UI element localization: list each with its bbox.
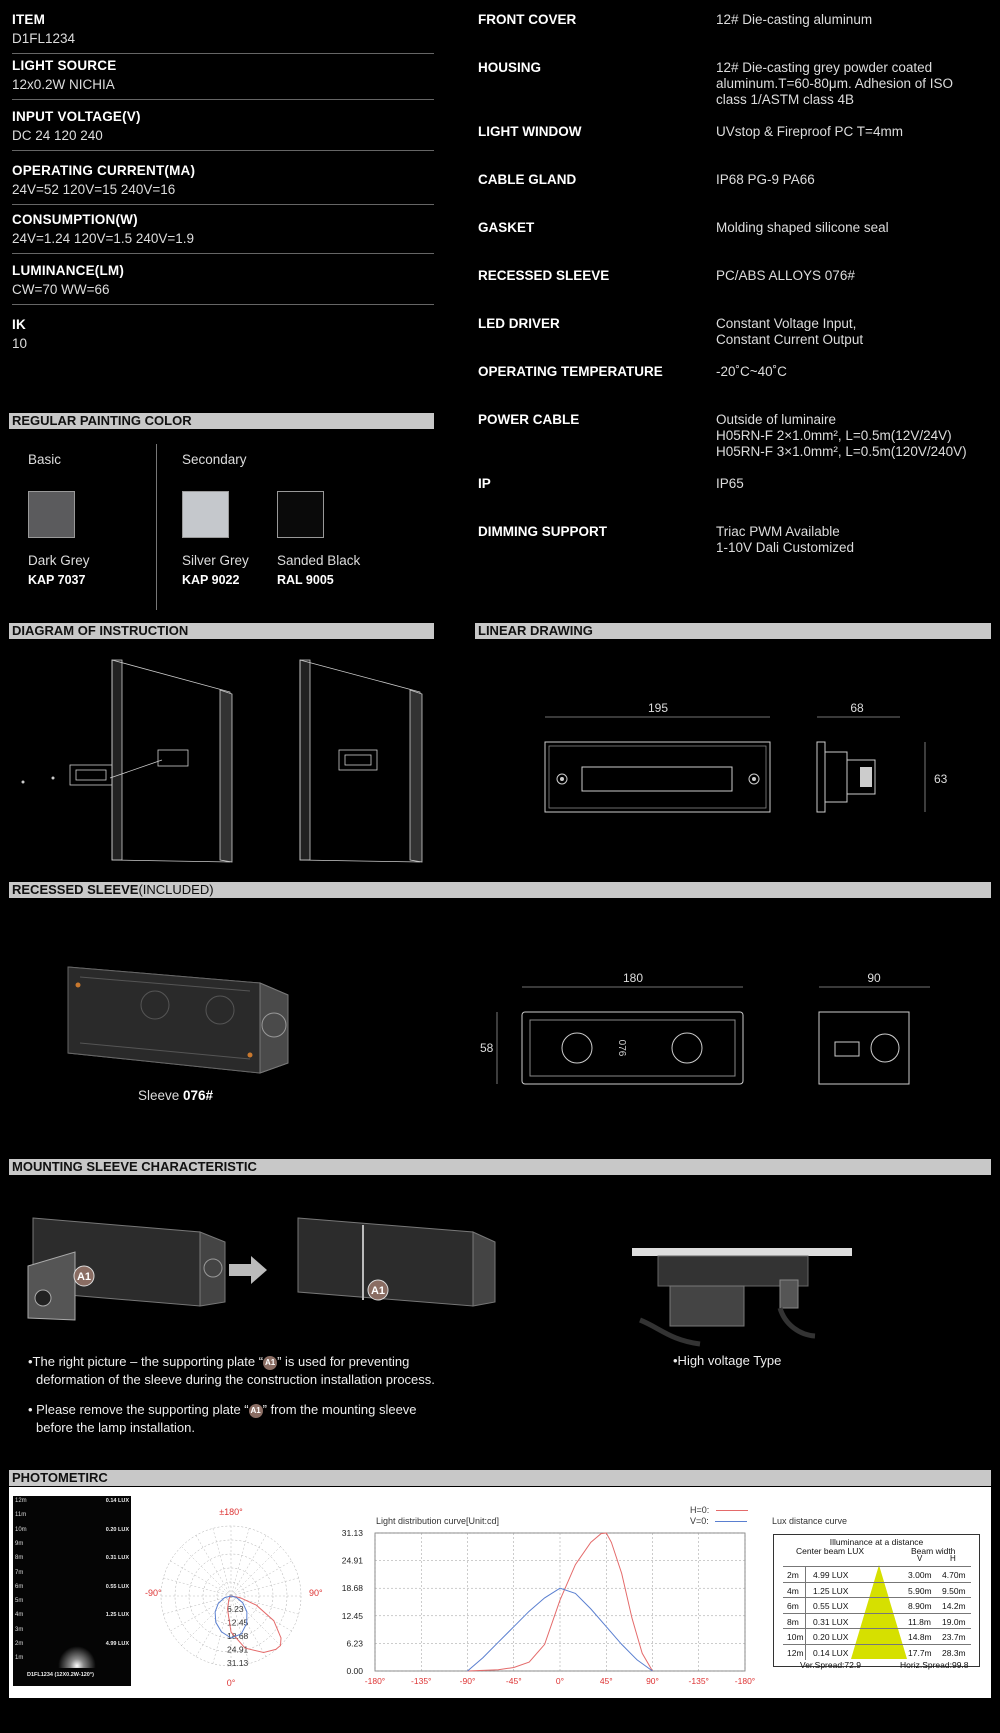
photometric-header: PHOTOMETIRC <box>9 1470 991 1486</box>
color-code-silver-grey: KAP 9022 <box>182 573 240 587</box>
isolux-lux-labels <box>83 1498 129 1668</box>
spec-label: IP <box>478 476 491 491</box>
isolux-distance-label: 1m <box>15 1655 24 1662</box>
sleeve-caption <box>138 1088 213 1103</box>
polar-bottom-label: 0° <box>226 1678 236 1688</box>
lux-cell-h: 28.3m <box>942 1647 966 1658</box>
isolux-lux-label: 4.99 LUX <box>105 1641 129 1647</box>
lux-cell-v: 5.90m <box>908 1585 932 1596</box>
spec-value: D1FL1234 <box>12 31 76 46</box>
y-tick-label: 24.91 <box>341 1555 363 1566</box>
badge-a1-note2: A1 <box>249 1404 263 1418</box>
spec-value: IP68 PG-9 PA66 <box>716 172 815 187</box>
high-voltage-label: •High voltage Type <box>673 1353 782 1368</box>
spec-label: CABLE GLAND <box>478 172 577 187</box>
polar-ring-label: 24.91 <box>227 1644 249 1655</box>
lux-cell-center: 0.14 LUX <box>813 1647 849 1658</box>
spec-label: RECESSED SLEEVE <box>478 268 610 283</box>
hor-spread: Horiz.Spread:99.8 <box>900 1660 969 1670</box>
sleeve-caption-code: 076# <box>183 1088 214 1103</box>
lux-table-row <box>783 1628 971 1643</box>
recessed-sleeve-title: RECESSED SLEEVE <box>12 882 139 897</box>
isolux-diagram <box>13 1496 131 1686</box>
spec-label: GASKET <box>478 220 535 235</box>
isolux-distance-label: 12m <box>15 1498 27 1504</box>
spec-value: Outside of luminaire H05RN-F 2×1.0mm², L=0.5m(12V/24V) H05RN-F 3×1.0mm², L=0.5m(120V/240V) <box>716 412 967 459</box>
dim-width: 195 <box>647 701 669 715</box>
lux-cell-center: 0.55 LUX <box>813 1601 849 1611</box>
lux-table-heading: Illuminance at a distance <box>829 1537 924 1547</box>
polar-spoke <box>182 1547 231 1596</box>
lux-cell-v: 14.8m <box>908 1632 932 1642</box>
spec-divider <box>12 253 434 254</box>
spec-label: HOUSING <box>478 60 542 75</box>
lux-table-row <box>783 1566 971 1581</box>
x-tick-label: 45° <box>599 1676 613 1686</box>
note2-part-c: before the lamp installation. <box>36 1420 195 1435</box>
sleeve-dimension-drawing <box>470 970 950 1090</box>
spec-value: 10 <box>12 336 28 351</box>
sleeve-dim-depth: 90 <box>867 971 881 985</box>
lux-cell-distance: 10m <box>787 1632 804 1642</box>
color-divider <box>156 444 157 610</box>
swatch-silver-grey <box>182 491 229 538</box>
lux-cell-v: 8.90m <box>908 1601 932 1611</box>
linear-drawing <box>530 695 948 825</box>
x-tick-label: 90° <box>646 1676 659 1686</box>
spec-label: LIGHT WINDOW <box>478 124 582 139</box>
installation-diagram <box>10 650 430 870</box>
lux-cell-h: 23.7m <box>942 1632 966 1642</box>
spec-divider <box>12 304 434 305</box>
polar-spoke <box>170 1561 231 1596</box>
x-tick-label: -45° <box>505 1676 522 1686</box>
lux-cell-separator <box>805 1645 806 1660</box>
lux-col-v: V <box>917 1554 923 1563</box>
lux-cell-center: 0.20 LUX <box>813 1632 849 1642</box>
lux-table-title: Lux distance curve <box>772 1516 848 1526</box>
isolux-lux-label: 1.25 LUX <box>105 1612 129 1619</box>
x-tick-label: -180° <box>734 1676 756 1686</box>
swatch-sanded-black <box>277 491 324 538</box>
x-tick-label: -135° <box>688 1676 709 1686</box>
isolux-lux-label: 0.14 LUX <box>105 1498 129 1504</box>
isolux-caption: D1FL1234 (12X0.2W-120°) <box>27 1672 94 1678</box>
lux-cell-separator <box>805 1614 806 1629</box>
lux-table-row <box>783 1613 971 1628</box>
isolux-distance-axis <box>15 1498 45 1668</box>
lux-cell-v: 11.8m <box>908 1616 931 1627</box>
isolux-distance-label: 3m <box>15 1626 24 1633</box>
polar-spoke <box>231 1578 299 1596</box>
isolux-distance-label: 9m <box>15 1540 24 1547</box>
badge-a1-right: A1 <box>370 1285 386 1297</box>
note1-part-c: deformation of the sleeve during the construction installation process. <box>36 1372 435 1387</box>
polar-ring-labels <box>227 1604 249 1668</box>
spec-divider <box>12 53 434 54</box>
x-tick-label: -135° <box>411 1676 432 1686</box>
mounting-header: MOUNTING SLEEVE CHARACTERISTIC <box>9 1159 991 1175</box>
lux-cell-distance: 12m <box>787 1647 804 1658</box>
spec-label: LUMINANCE(LM) <box>12 263 125 278</box>
lux-col-beam: Beam width <box>911 1546 956 1556</box>
isolux-distance-label: 10m <box>15 1526 27 1533</box>
polar-spoke <box>231 1547 280 1596</box>
lux-col-center: Center beam LUX <box>796 1546 865 1556</box>
color-name-dark-grey: Dark Grey <box>28 553 90 568</box>
lux-cell-separator <box>805 1567 806 1582</box>
polar-spoke <box>231 1561 292 1596</box>
y-tick-label: 18.68 <box>341 1583 363 1594</box>
spec-value: CW=70 WW=66 <box>12 282 110 297</box>
legend-v0-label: V=0: <box>690 1516 709 1526</box>
note2-part-b: ” from the mounting sleeve <box>262 1402 417 1417</box>
sleeve-dim-height: 58 <box>480 1041 494 1055</box>
note1-part-a: •The right picture – the supporting plate “ <box>28 1354 264 1369</box>
lux-cell-v: 17.7m <box>908 1647 932 1658</box>
spec-value: UVstop & Fireproof PC T=4mm <box>716 124 903 139</box>
spec-label: FRONT COVER <box>478 12 577 27</box>
isolux-distance-label: 8m <box>15 1555 24 1562</box>
secondary-label: Secondary <box>182 452 247 467</box>
spec-value: Molding shaped silicone seal <box>716 220 889 235</box>
isolux-distance-label: 5m <box>15 1598 24 1605</box>
polar-spoke <box>163 1596 231 1614</box>
isolux-distance-label: 6m <box>15 1583 24 1590</box>
lux-cell-center: 4.99 LUX <box>813 1570 849 1580</box>
high-voltage-fixture <box>630 1240 860 1350</box>
polar-ring-label: 18.68 <box>227 1631 249 1641</box>
x-tick-label: -90° <box>459 1676 476 1686</box>
spec-divider <box>12 204 434 205</box>
spec-label: LIGHT SOURCE <box>12 58 117 73</box>
mounting-sleeve-illustration <box>25 1210 485 1325</box>
color-code-dark-grey: KAP 7037 <box>28 573 86 587</box>
spec-label: ITEM <box>12 12 46 27</box>
mounting-note-2 <box>28 1401 417 1437</box>
isolux-beam <box>58 1646 96 1668</box>
lux-cell-h: 14.2m <box>942 1601 966 1611</box>
isolux-lux-label: 0.31 LUX <box>105 1555 129 1562</box>
spec-value: PC/ABS ALLOYS 076# <box>716 268 855 283</box>
lux-cell-center: 0.31 LUX <box>813 1616 849 1627</box>
polar-spoke <box>231 1528 249 1596</box>
note1-part-b: ” is used for preventing <box>277 1354 410 1369</box>
lux-cell-distance: 4m <box>787 1585 799 1596</box>
basic-label: Basic <box>28 452 62 467</box>
sleeve-caption-prefix: Sleeve <box>138 1088 184 1103</box>
y-tick-label: 31.13 <box>341 1528 363 1538</box>
isolux-lux-label: 0.20 LUX <box>105 1526 129 1533</box>
painting-color-header: REGULAR PAINTING COLOR <box>9 413 434 429</box>
isolux-distance-label: 2m <box>15 1641 24 1647</box>
sleeve-mark: 076 <box>616 1039 627 1057</box>
spec-label: OPERATING TEMPERATURE <box>478 364 663 379</box>
polar-ring-label: 12.45 <box>227 1617 249 1628</box>
polar-spoke <box>182 1596 231 1645</box>
polar-ring-label: 31.13 <box>227 1658 249 1668</box>
spec-value: DC 24 120 240 <box>12 128 103 143</box>
spec-value: 24V=1.24 120V=1.5 240V=1.9 <box>12 231 195 246</box>
polar-spoke <box>196 1596 231 1657</box>
dim-height: 63 <box>934 772 948 786</box>
isolux-distance-label: 7m <box>15 1569 24 1576</box>
lux-distance-table <box>773 1534 980 1667</box>
color-name-silver-grey: Silver Grey <box>182 553 249 568</box>
polar-top-label: ±180° <box>219 1507 243 1517</box>
spec-divider <box>12 150 434 151</box>
lux-cell-center: 1.25 LUX <box>813 1585 849 1596</box>
lux-cell-v: 3.00m <box>908 1570 932 1580</box>
y-tick-label: 0.00 <box>346 1666 363 1676</box>
isolux-lux-label: 0.55 LUX <box>105 1583 129 1590</box>
mounting-note-1 <box>28 1353 435 1389</box>
lux-table-row <box>783 1644 971 1659</box>
polar-spoke <box>170 1596 231 1631</box>
spec-label: DIMMING SUPPORT <box>478 524 608 539</box>
spec-label: OPERATING CURRENT(MA) <box>12 163 196 178</box>
recessed-sleeve-header <box>9 882 991 898</box>
lux-cell-h: 9.50m <box>942 1585 966 1596</box>
sleeve-photo <box>60 955 300 1075</box>
spec-label: CONSUMPTION(W) <box>12 212 138 227</box>
arrow-right-icon <box>229 1256 267 1284</box>
spec-label: INPUT VOLTAGE(V) <box>12 109 141 124</box>
lux-col-h: H <box>950 1554 956 1563</box>
lux-cell-distance: 8m <box>787 1616 799 1627</box>
legend-h0-swatch <box>716 1510 748 1511</box>
light-distribution-chart <box>325 1525 765 1685</box>
spec-value: -20˚C~40˚C <box>716 364 787 379</box>
spec-value: IP65 <box>716 476 744 491</box>
polar-spoke <box>213 1528 231 1596</box>
polar-distribution-chart <box>135 1500 325 1690</box>
diagram-header: DIAGRAM OF INSTRUCTION <box>9 623 434 639</box>
badge-a1-left: A1 <box>76 1271 92 1283</box>
isolux-distance-label: 4m <box>15 1612 24 1619</box>
polar-spoke <box>196 1535 231 1596</box>
lux-cell-distance: 6m <box>787 1601 799 1611</box>
y-tick-label: 6.23 <box>346 1638 363 1649</box>
line-chart-title: Light distribution curve[Unit:cd] <box>376 1516 500 1526</box>
polar-left-label: -90° <box>145 1588 162 1598</box>
legend-h0 <box>690 1505 748 1515</box>
swatch-dark-grey <box>28 491 75 538</box>
spec-label: POWER CABLE <box>478 412 580 427</box>
spec-value: 12x0.2W NICHIA <box>12 77 115 92</box>
spec-divider <box>12 99 434 100</box>
badge-a1-note1: A1 <box>263 1356 277 1370</box>
color-code-sanded-black: RAL 9005 <box>277 573 334 587</box>
lux-cell-h: 19.0m <box>942 1616 966 1627</box>
spec-value: Constant Voltage Input, Constant Current Output <box>716 316 864 347</box>
recessed-sleeve-included: (INCLUDED) <box>138 882 214 897</box>
x-tick-label: 0° <box>555 1676 565 1686</box>
spec-value: Triac PWM Available 1-10V Dali Customized <box>716 524 855 555</box>
polar-spoke <box>163 1578 231 1596</box>
isolux-distance-label: 11m <box>15 1512 27 1519</box>
sleeve-dim-width: 180 <box>622 971 644 985</box>
lux-cell-separator <box>805 1583 806 1598</box>
x-tick-label: -180° <box>364 1676 386 1686</box>
lux-cell-separator <box>805 1629 806 1644</box>
polar-ring-label: 6.23 <box>227 1604 244 1614</box>
ver-spread: Ver.Spread:72.9 <box>800 1660 861 1670</box>
note2-part-a: • Please remove the supporting plate “ <box>28 1402 249 1417</box>
legend-h0-label: H=0: <box>690 1505 710 1515</box>
lux-cell-distance: 2m <box>787 1570 799 1580</box>
legend-v0-swatch <box>715 1521 747 1522</box>
lux-cell-h: 4.70m <box>942 1570 966 1580</box>
spec-label: IK <box>12 317 26 332</box>
linear-header: LINEAR DRAWING <box>475 623 991 639</box>
polar-right-label: 90° <box>309 1588 323 1598</box>
lux-table-row <box>783 1582 971 1597</box>
lux-cell-separator <box>805 1598 806 1613</box>
dim-depth: 68 <box>850 701 864 715</box>
spec-value: 24V=52 120V=15 240V=16 <box>12 182 176 197</box>
color-name-sanded-black: Sanded Black <box>277 553 361 568</box>
spec-value: 12# Die-casting grey powder coated aluminum.T=60-80μm. Adhesion of ISO class 1/ASTM class 4B <box>716 60 954 107</box>
spec-label: LED DRIVER <box>478 316 560 331</box>
polar-spoke <box>231 1535 266 1596</box>
y-tick-label: 12.45 <box>341 1610 363 1621</box>
lux-table-row <box>783 1597 971 1612</box>
spec-value: 12# Die-casting aluminum <box>716 12 873 27</box>
